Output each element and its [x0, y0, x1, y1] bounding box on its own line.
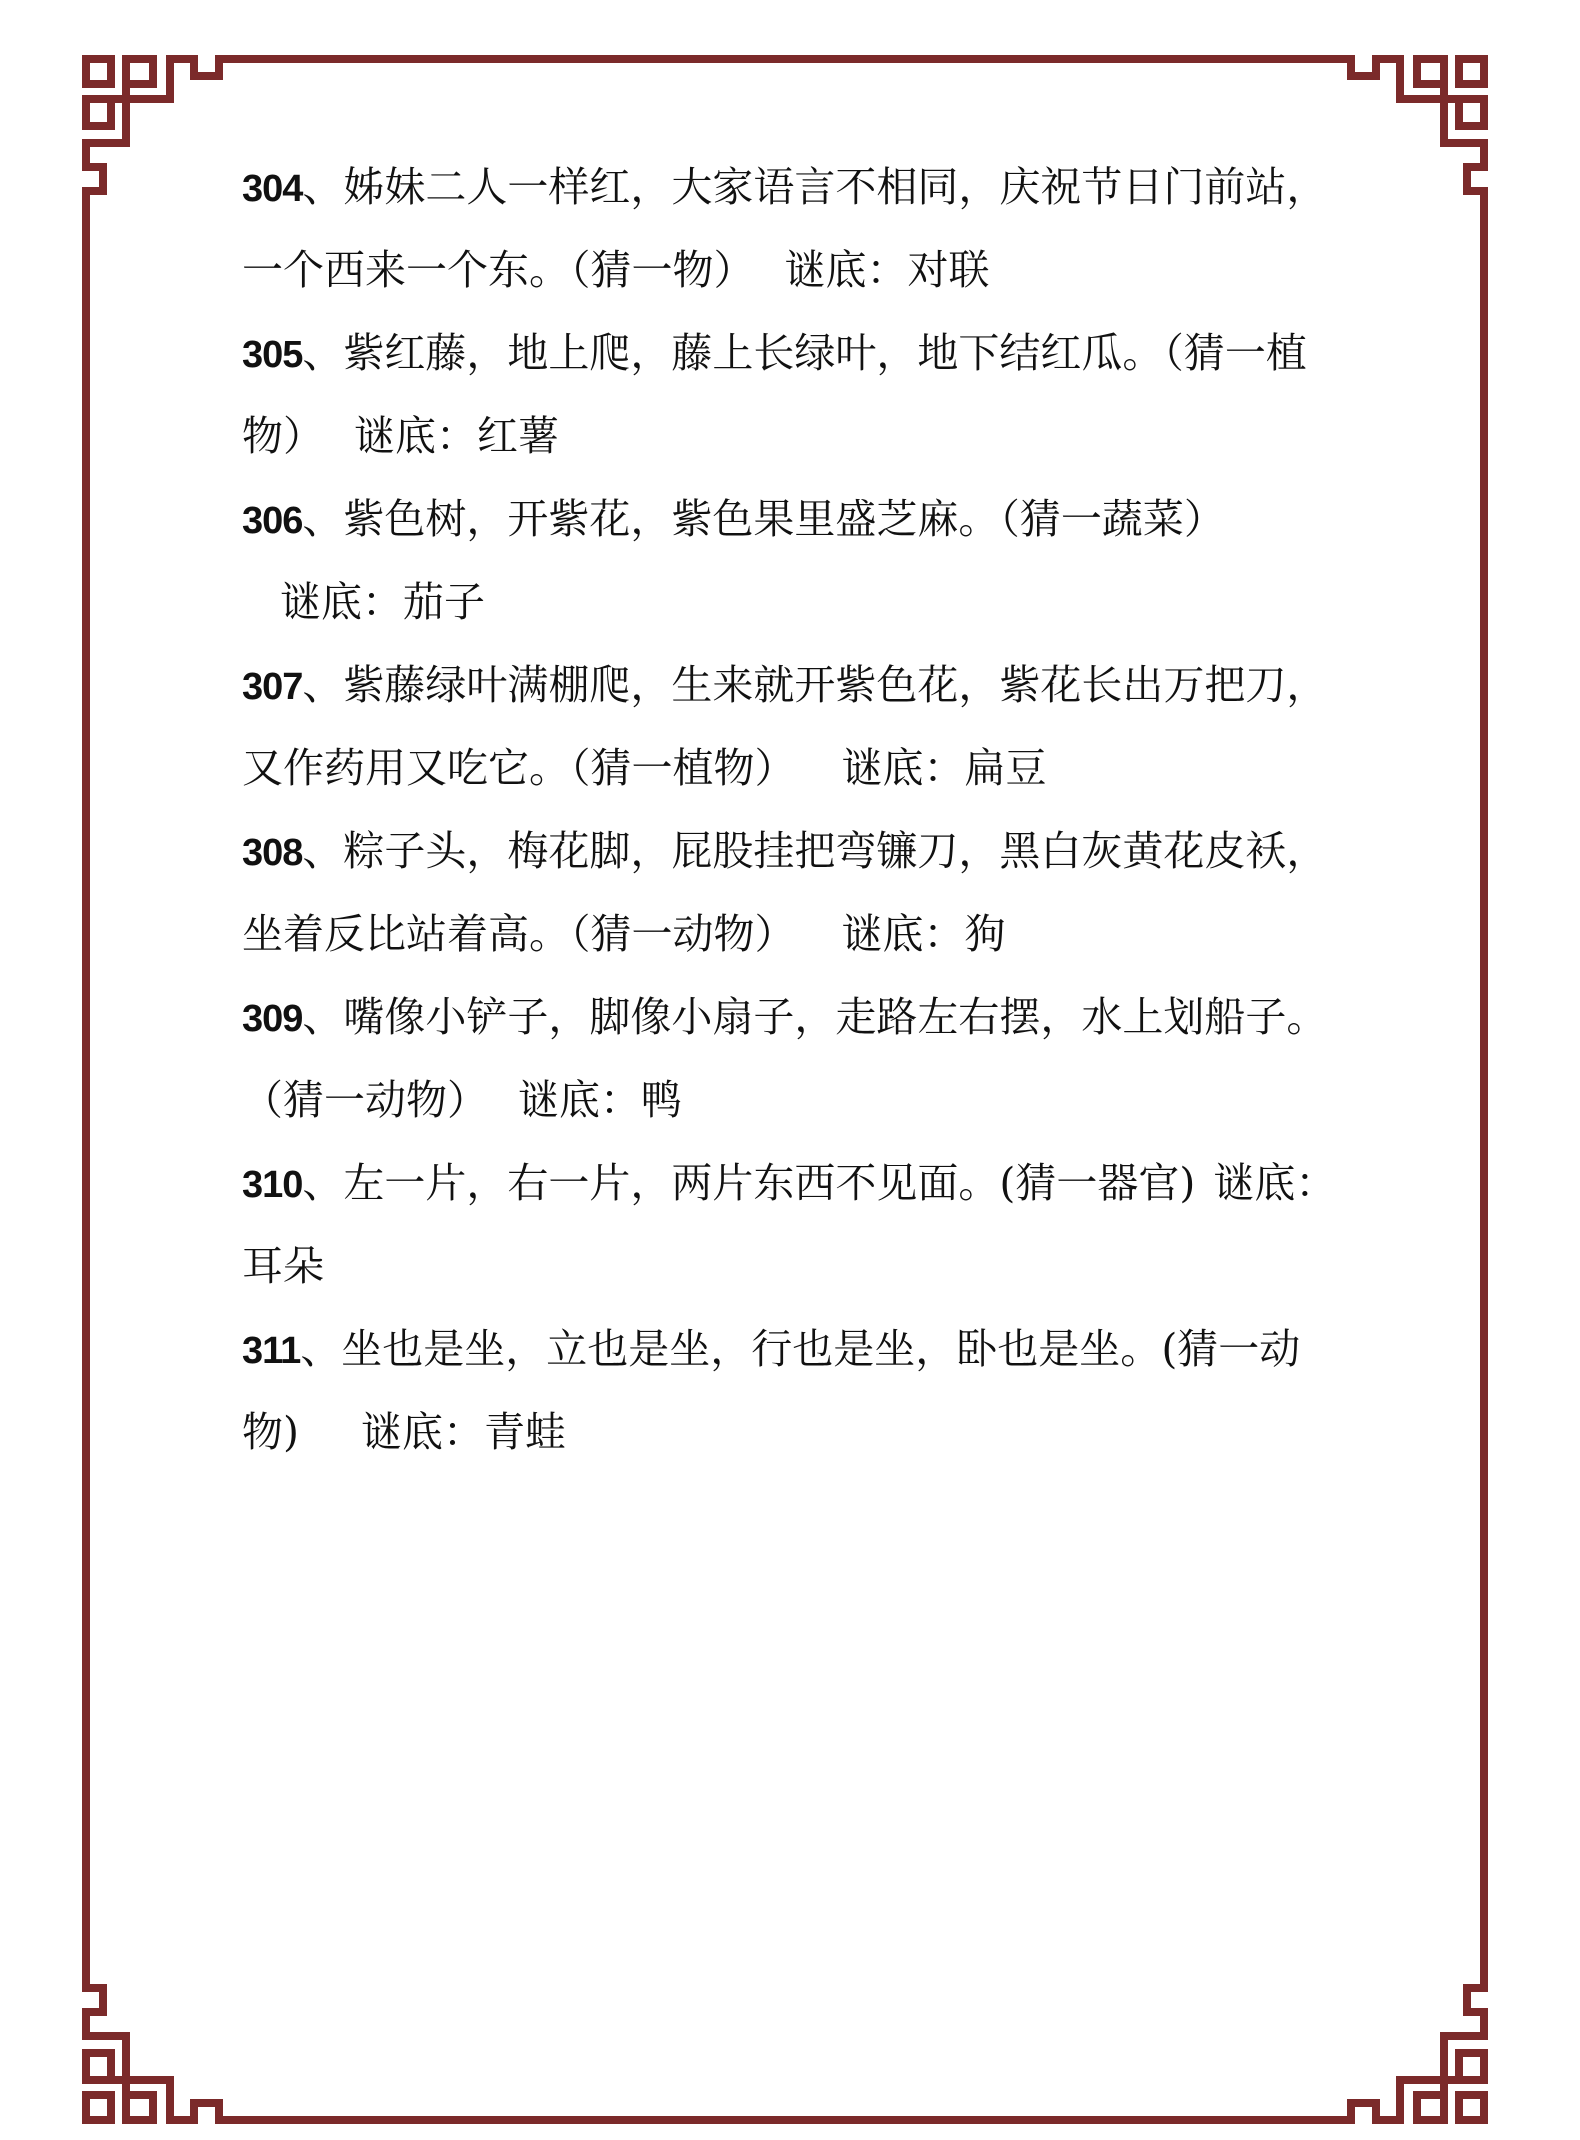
riddle-304-line-1 — [242, 146, 1327, 229]
riddle-text: 、紫红藤，地上爬，藤上长绿叶，地下结红瓜。（猜一植 — [302, 329, 1307, 377]
riddle-text: 、左一片，右一片，两片东西不见面。 — [302, 1159, 1000, 1207]
riddle-307-line-2 — [242, 727, 1047, 810]
answer-label: 谜底： — [518, 1076, 641, 1124]
riddle-number: 310 — [242, 1164, 303, 1206]
answer-label: 谜底： — [361, 1408, 484, 1456]
riddle-category: (猜一器官) — [999, 1159, 1196, 1207]
riddle-308-line-2 — [242, 893, 1006, 976]
answer-label: 谜底： — [841, 744, 965, 792]
riddle-number: 308 — [242, 832, 303, 874]
riddle-309-line-1 — [242, 976, 1327, 1059]
riddle-text: 、嘴像小铲子，脚像小扇子，走路左右摆，水上划船子。 — [302, 993, 1328, 1041]
riddle-text: 又作药用又吃它。（猜一植物） — [242, 744, 796, 792]
riddle-text: 坐着反比站着高。（猜一动物） — [242, 910, 796, 958]
riddle-308-line-1 — [242, 810, 1327, 893]
answer: 茄子 — [403, 578, 485, 626]
riddle-text: （猜一动物） — [242, 1076, 488, 1124]
riddle-number: 309 — [242, 998, 303, 1040]
riddle-311-line-2 — [242, 1391, 566, 1474]
riddle-number: 304 — [242, 168, 303, 210]
answer: 耳朵 — [242, 1242, 324, 1290]
answer: 鸭 — [641, 1076, 682, 1124]
riddle-310-line-2 — [242, 1225, 324, 1308]
riddle-305-line-1 — [242, 312, 1307, 395]
answer-label: 谜底： — [354, 412, 477, 460]
answer: 对联 — [907, 246, 990, 294]
riddle-text: 、姊妹二人一样红，大家语言不相同，庆祝节日门前站， — [302, 163, 1328, 211]
riddle-311-line-1 — [242, 1308, 1300, 1391]
answer-label: 谜底： — [784, 246, 908, 294]
riddle-number: 311 — [242, 1330, 301, 1372]
riddle-310-line-1 — [242, 1142, 1336, 1225]
riddle-category: (猜一动 — [1161, 1325, 1301, 1373]
riddle-307-line-1 — [242, 644, 1327, 727]
riddle-text: 、紫色树，开紫花，紫色果里盛芝麻。（猜一蔬菜） — [302, 495, 1225, 543]
riddle-text: 物) — [242, 1408, 299, 1456]
riddle-number: 306 — [242, 500, 303, 542]
riddle-306-line-2 — [242, 561, 485, 644]
riddle-306-line-1 — [242, 478, 1225, 561]
riddle-305-line-2 — [242, 395, 559, 478]
riddle-text: 、坐也是坐，立也是坐，行也是坐，卧也是坐。 — [300, 1325, 1162, 1373]
riddle-text: 、紫藤绿叶满棚爬，生来就开紫色花，紫花长出万把刀， — [302, 661, 1328, 709]
riddle-number: 307 — [242, 666, 303, 708]
answer: 红薯 — [477, 412, 559, 460]
answer: 扁豆 — [964, 744, 1047, 792]
riddle-text: 物） — [242, 412, 324, 460]
riddle-309-line-2 — [242, 1059, 682, 1142]
riddle-text: 一个西来一个东。（猜一物） — [242, 246, 755, 294]
answer-label: 谜底： — [841, 910, 965, 958]
riddle-text: 、粽子头，梅花脚，屁股挂把弯镰刀，黑白灰黄花皮袄， — [302, 827, 1328, 875]
answer: 青蛙 — [484, 1408, 566, 1456]
riddle-number: 305 — [242, 334, 303, 376]
riddle-304-line-2 — [242, 229, 990, 312]
answer: 狗 — [964, 910, 1006, 958]
answer-label: 谜底： — [1213, 1159, 1337, 1207]
answer-label: 谜底： — [280, 578, 403, 626]
